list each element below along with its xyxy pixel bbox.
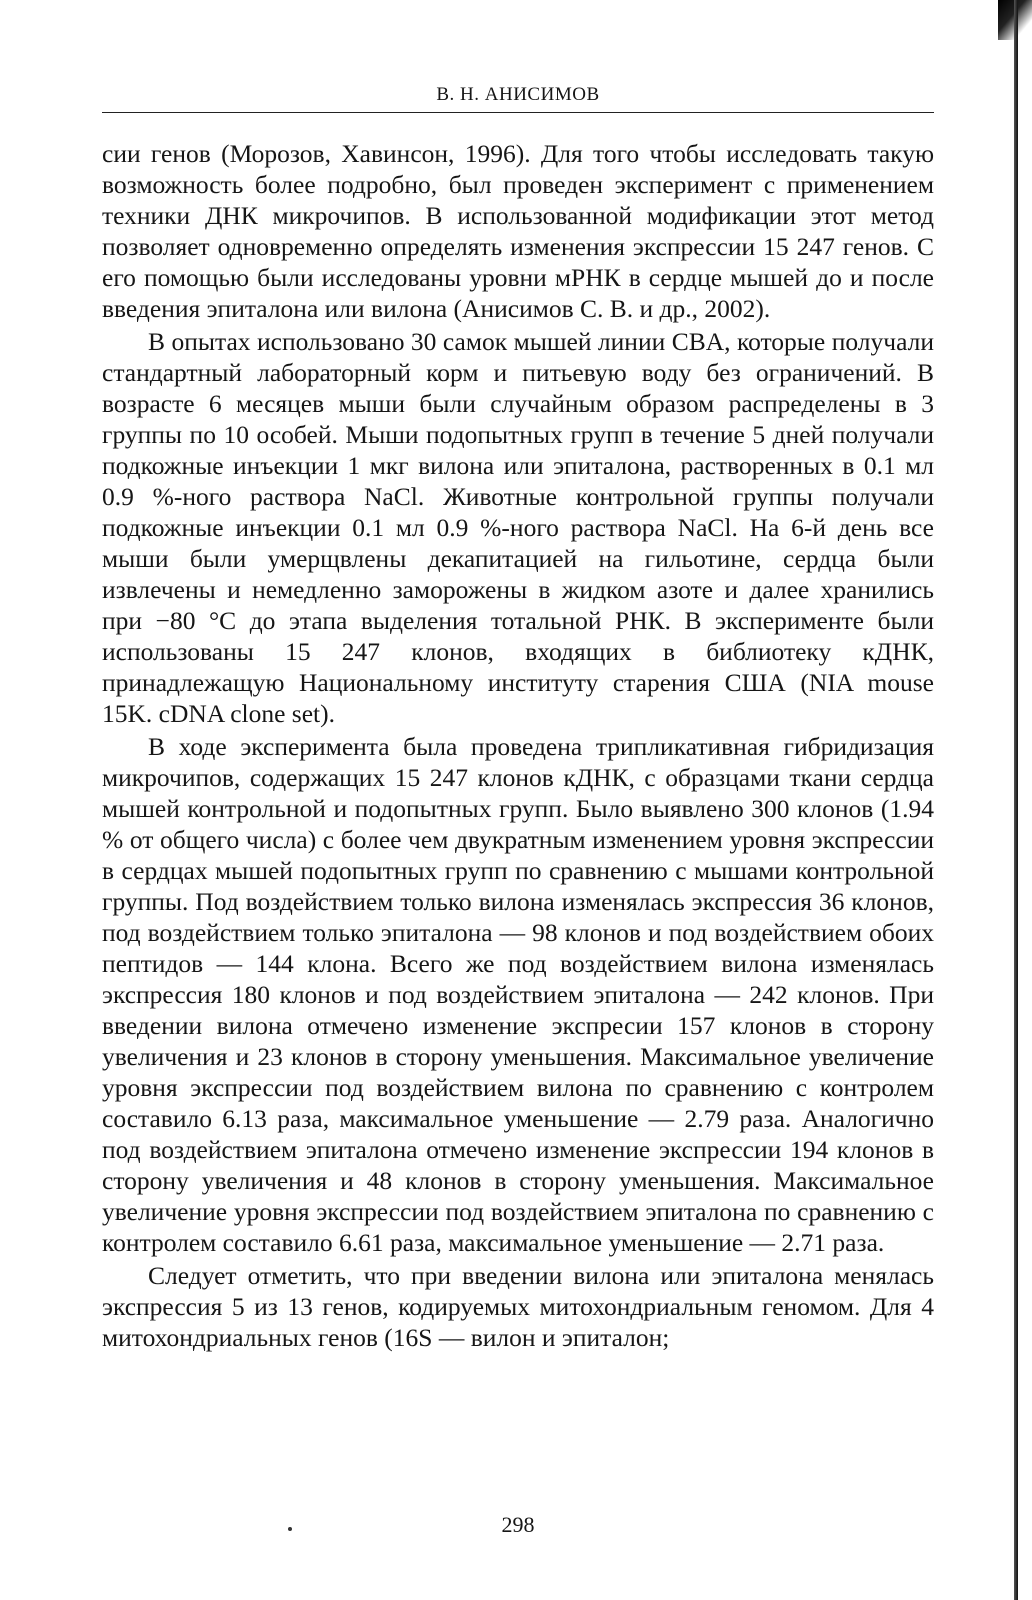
header-rule <box>102 112 934 113</box>
binding-shadow <box>998 0 1032 1600</box>
paragraph-continued: сии генов (Морозов, Хавинсон, 1996). Для того чтобы исследовать такую возможность более подробно, был проведен эксперимент с применением техники ДНК микрочипов. В использованной модификации этот метод позволяет одновременно определять изменения экспрессии 15 247 генов. С его помощью были исследованы уровни мРНК в сердце мышей до и после введения эпиталона или вилона (Анисимов С. В. и др., 2002). <box>102 139 934 323</box>
print-speck <box>288 1527 292 1531</box>
body-text <box>102 138 934 1353</box>
binding-edge <box>1014 0 1018 1600</box>
paragraph-mitochondrial: Следует отметить, что при введении вилона или эпиталона менялась экспрессия 5 из 13 генов, кодируемых митохондриальным геномом. Для 4 митохондриальных генов (16S — вилон и эпиталон; <box>102 1261 934 1352</box>
page-number: 298 <box>501 1512 535 1537</box>
running-head: В. Н. АНИСИМОВ <box>436 84 600 105</box>
paragraph-methods: В опытах использовано 30 самок мышей линии CBA, которые получали стандартный лабораторный корм и питьевую воду без ограничений. В возрасте 6 месяцев мыши были случайным образом распределены в 3 группы по 10 особей. Мыши подопытных групп в течение 5 дней получали подкожные инъекции 1 мкг вилона или эпиталона, растворенных в 0.1 мл 0.9 %-ного раствора NaCl. Животные контрольной группы получали подкожные инъекции 0.1 мл 0.9 %-ного раствора NaCl. На 6-й день все мыши были умерщвлены декапитацией на гильотине, сердца были извлечены и немедленно заморожены в жидком азоте и далее хранились при −80 °С до этапа выделения тотальной РНК. В эксперименте были использованы 15 247 клонов, входящих в библиотеку кДНК, принадлежащую Национальному институту старения США (NIA mouse 15K. cDNA clone set). <box>102 327 934 728</box>
paragraph-results: В ходе эксперимента была проведена трипликативная гибридизация микрочипов, содержащих 15 247 клонов кДНК, с образцами ткани сердца мышей контрольной и подопытных групп. Было выявлено 300 клонов (1.94 % от общего числа) с более чем двукратным изменением уровня экспрессии в сердцах мышей подопытных групп по сравнению с мышами контрольной группы. Под воздействием только вилона изменялась экспрессия 36 клонов, под воздействием только эпиталона — 98 клонов и под воздействием обоих пептидов — 144 клона. Всего же под воздействием вилона изменялась экспрессия 180 клонов и под воздействием эпиталона — 242 клонов. При введении вилона отмечено изменение экспресии 157 клонов в сторону увеличения и 23 клонов в сторону уменьшения. Максимальное увеличение уровня экспрессии под воздействием вилона по сравнению с контролем составило 6.13 раза, максимальное уменьшение — 2.79 раза. Аналогично под воздействием эпиталона отмечено изменение экспрессии 194 клонов в сторону увеличения и 48 клонов в сторону уменьшения. Максимальное увеличение уровня экспрессии под воздействием эпиталона по сравнению с контролем составило 6.61 раза, максимальное уменьшение — 2.71 раза. <box>102 732 934 1257</box>
